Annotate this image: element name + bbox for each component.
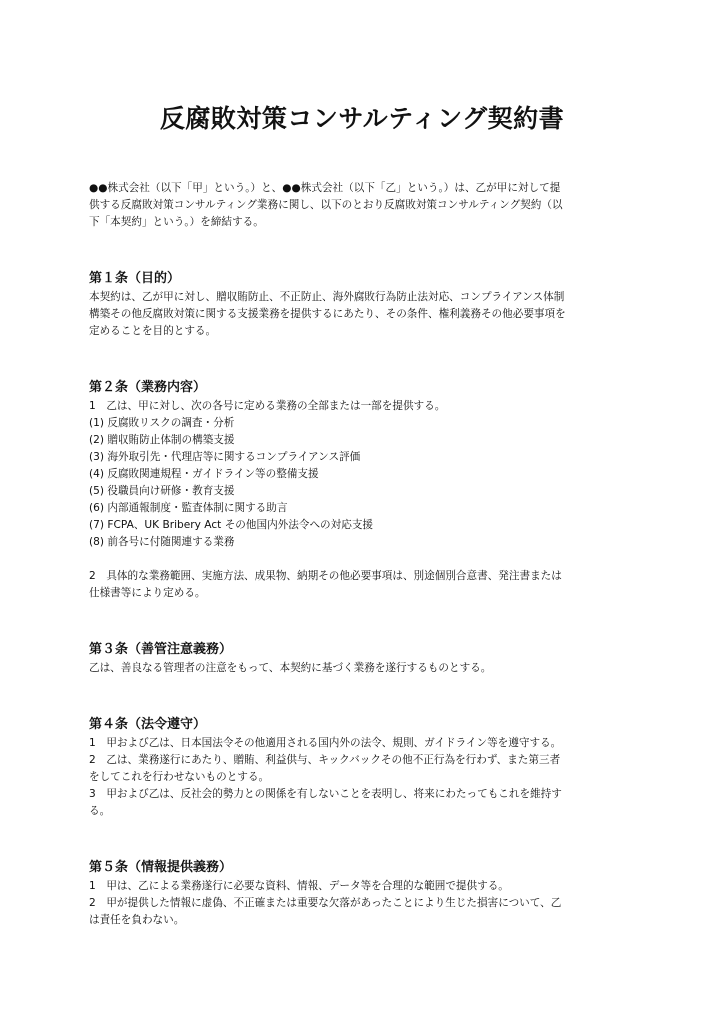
paragraph-line: は責任を負わない。 bbox=[89, 914, 185, 926]
preamble-line: ●●株式会社（以下「甲」という。）と、●●株式会社（以下「乙」という。）は、乙が甲に対して提 bbox=[89, 182, 561, 194]
list-item: (8) 前各号に付随関連する業務 bbox=[89, 536, 235, 548]
article-4 bbox=[89, 715, 641, 820]
paragraph-line: 1 甲および乙は、日本国法令その他適用される国内外の法令、規則、ガイドライン等を遵守する。 bbox=[89, 737, 562, 749]
paragraph-line: 構築その他反腐敗対策に関する支援業務を提供するにあたり、その条件、権利義務その他必要事項を bbox=[89, 308, 566, 320]
document-title: 反腐敗対策コンサルティング契約書 bbox=[159, 104, 565, 133]
paragraph-line: 3 甲および乙は、反社会的勢力との関係を有しないことを表明し、将来にわたってもこれを維持す bbox=[89, 788, 562, 800]
preamble-line: 供する反腐敗対策コンサルティング業務に関し、以下のとおり反腐敗対策コンサルティング契約（以 bbox=[89, 199, 563, 211]
article-paragraph bbox=[89, 568, 641, 602]
item-list bbox=[89, 415, 641, 551]
article-1 bbox=[89, 269, 641, 340]
preamble bbox=[89, 180, 641, 231]
article-heading: 第１条（目的） bbox=[89, 271, 181, 286]
article-paragraph bbox=[89, 398, 641, 415]
article-5 bbox=[89, 858, 641, 929]
article-paragraph bbox=[89, 289, 641, 340]
article-3 bbox=[89, 640, 641, 677]
list-item: (6) 内部通報制度・監査体制に関する助言 bbox=[89, 502, 288, 514]
article-heading: 第３条（善管注意義務） bbox=[89, 642, 233, 657]
paragraph-line: 2 具体的な業務範囲、実施方法、成果物、納期その他必要事項は、別途個別合意書、発注書または bbox=[89, 570, 562, 582]
article-heading: 第５条（情報提供義務） bbox=[89, 860, 233, 875]
article-paragraph bbox=[89, 786, 641, 820]
list-item: (4) 反腐敗関連規程・ガイドライン等の整備支援 bbox=[89, 468, 319, 480]
list-item: (1) 反腐敗リスクの調査・分析 bbox=[89, 417, 235, 429]
paragraph-line: 2 乙は、業務遂行にあたり、贈賄、利益供与、キックバックその他不正行為を行わず、また第三者 bbox=[89, 754, 561, 766]
article-paragraph bbox=[89, 735, 641, 752]
article-paragraph bbox=[89, 752, 641, 786]
spacer bbox=[89, 551, 641, 568]
list-item: (7) FCPA、UK Bribery Act その他国内外法令への対応支援 bbox=[89, 519, 374, 531]
article-paragraph bbox=[89, 895, 641, 929]
list-item: (2) 贈収賄防止体制の構築支援 bbox=[89, 434, 235, 446]
paragraph-line: 本契約は、乙が甲に対し、贈収賄防止、不正防止、海外腐敗行為防止法対応、コンプライアンス体制 bbox=[89, 291, 565, 303]
article-2 bbox=[89, 378, 641, 602]
paragraph-line: をしてこれを行わせないものとする。 bbox=[89, 771, 270, 783]
article-paragraph bbox=[89, 660, 641, 677]
article-paragraph bbox=[89, 878, 641, 895]
list-item: (3) 海外取引先・代理店等に関するコンプライアンス評価 bbox=[89, 451, 361, 463]
paragraph-line: 2 甲が提供した情報に虚偽、不正確または重要な欠落があったことにより生じた損害について、乙 bbox=[89, 897, 562, 909]
document-body bbox=[89, 180, 641, 929]
paragraph-line: 乙は、善良なる管理者の注意をもって、本契約に基づく業務を遂行するものとする。 bbox=[89, 662, 492, 674]
preamble-line: 下「本契約」という。）を締結する。 bbox=[89, 216, 264, 228]
paragraph-line: 1 乙は、甲に対し、次の各号に定める業務の全部または一部を提供する。 bbox=[89, 400, 446, 412]
article-heading: 第４条（法令遵守） bbox=[89, 717, 207, 732]
list-item: (5) 役職員向け研修・教育支援 bbox=[89, 485, 235, 497]
paragraph-line: 仕様書等により定める。 bbox=[89, 587, 206, 599]
paragraph-line: 1 甲は、乙による業務遂行に必要な資料、情報、データ等を合理的な範囲で提供する。 bbox=[89, 880, 509, 892]
paragraph-line: 定めることを目的とする。 bbox=[89, 325, 217, 337]
article-heading: 第２条（業務内容） bbox=[89, 380, 207, 395]
paragraph-line: る。 bbox=[89, 805, 111, 817]
